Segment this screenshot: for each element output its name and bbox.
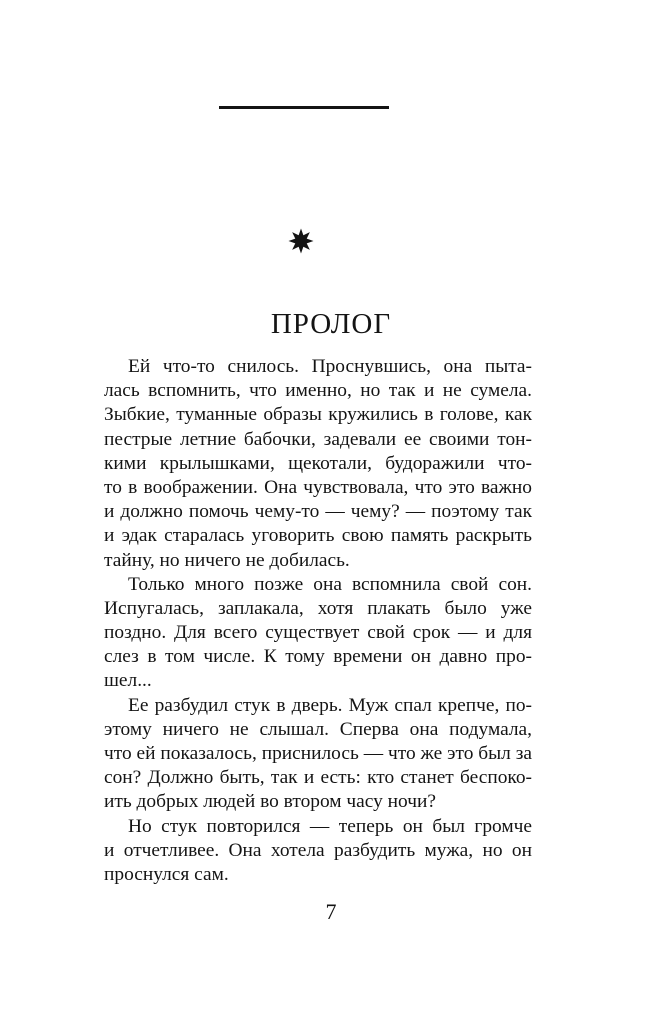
paragraph-line: поздно. Для всего существует свой срок — и для xyxy=(104,622,532,644)
top-rule xyxy=(219,106,389,109)
paragraph-line: что ей показалось, приснилось — что же это был за xyxy=(104,743,532,764)
paragraph-line: Ей что-то снилось. Проснувшись, она пыта- xyxy=(128,356,532,377)
paragraph-line: и отчетливее. Она хотела разбудить мужа, но он xyxy=(104,839,532,861)
paragraph-line: шел... xyxy=(104,670,152,692)
paragraph-line: Испугалась, заплакала, хотя плакать было уже xyxy=(104,597,532,619)
paragraph-line: этому ничего не слышал. Сперва она подумала, xyxy=(104,718,532,740)
chapter-title: ПРОЛОГ xyxy=(270,308,392,340)
body-text xyxy=(104,355,532,887)
paragraph-line: кими крылышками, щекотали, будоражили что- xyxy=(104,452,532,474)
paragraph-line: и должно помочь чему-то — чему? — поэтому так xyxy=(104,501,532,523)
paragraph-line: лась вспомнить, что именно, но так и не сумела. xyxy=(104,380,532,402)
paragraph-line: пестрые летние бабочки, задевали ее своими тон- xyxy=(104,428,532,450)
paragraph-line: тайну, но ничего не добилась. xyxy=(104,549,350,571)
paragraph-line: слез в том числе. К тому времени он давно про- xyxy=(104,646,532,668)
eight-point-star-icon xyxy=(288,228,314,254)
paragraph-line: Но стук повторился — теперь он был громче xyxy=(128,815,532,837)
paragraph-line: Только много позже она вспомнила свой сон. xyxy=(128,573,532,595)
paragraph-line: Ее разбудил стук в дверь. Муж спал крепче, по- xyxy=(128,694,532,716)
paragraph-line: сон? Должно быть, так и есть: кто станет беспоко- xyxy=(104,767,532,789)
paragraph-line: проснулся сам. xyxy=(104,863,229,885)
paragraph-line: Зыбкие, туманные образы кружились в голове, как xyxy=(104,404,532,426)
paragraph-line: ить добрых людей во втором часу ночи? xyxy=(104,791,436,813)
page-number: 7 xyxy=(325,899,337,924)
paragraph-line: то в воображении. Она чувствовала, что это важно xyxy=(104,476,532,498)
paragraph-line: и эдак старалась уговорить свою память раскрыть xyxy=(104,525,532,547)
